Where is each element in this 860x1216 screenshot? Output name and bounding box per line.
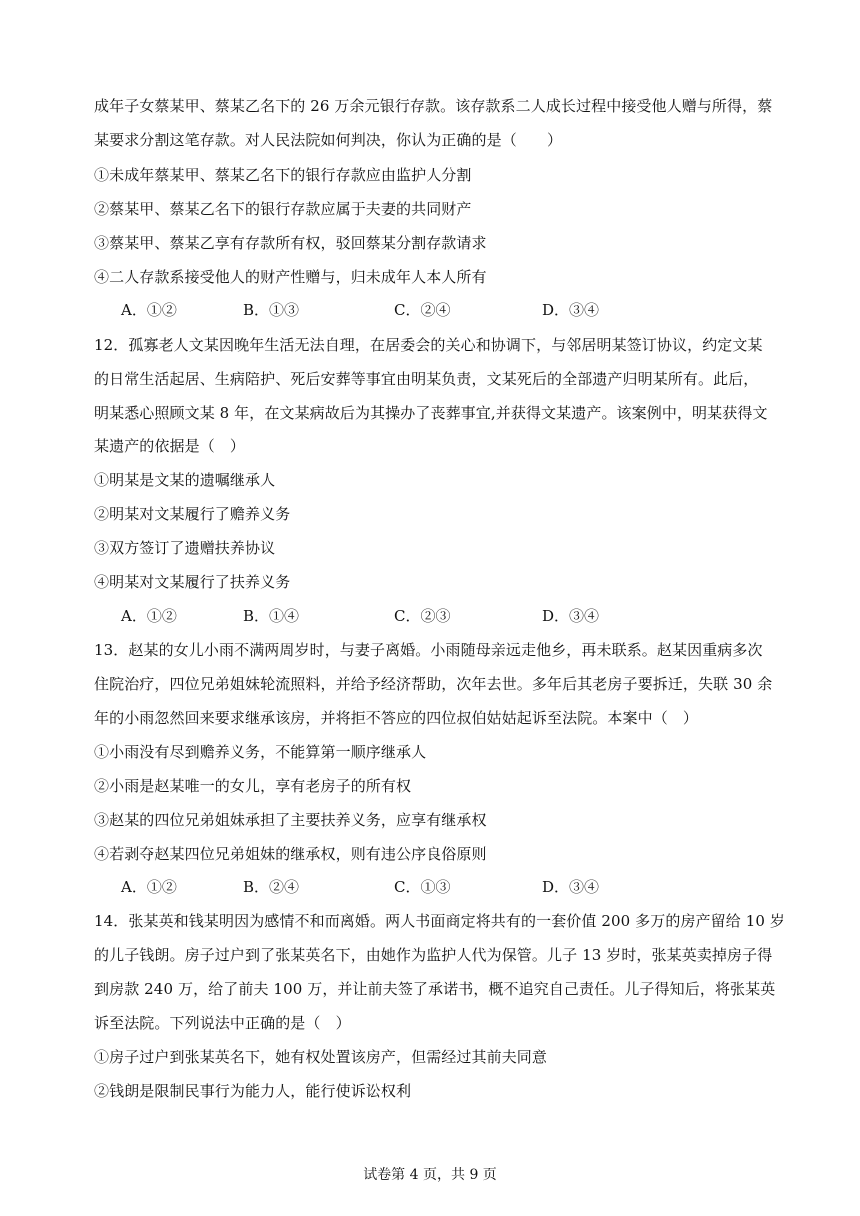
option-c: C．②④ — [394, 301, 451, 319]
statement-item: ①房子过户到张某英名下，她有权处置该房产，但需经过其前夫同意 — [94, 1048, 548, 1066]
statement-item: ①小雨没有尽到赡养义务，不能算第一顺序继承人 — [94, 743, 427, 761]
statement-item: ②蔡某甲、蔡某乙名下的银行存款应属于夫妻的共同财产 — [94, 200, 472, 218]
option-c: C．①③ — [394, 878, 451, 896]
statement-item: ②小雨是赵某唯一的女儿，享有老房子的所有权 — [94, 777, 412, 795]
question-text-line: 住院治疗，四位兄弟姐妹轮流照料，并给予经济帮助，次年去世。多年后其老房子要拆迁，失联 30 余 — [94, 675, 773, 693]
question-text-line: 的日常生活起居、生病陪护、死后安葬等事宜由明某负责，文某死后的全部遗产归明某所有。此后， — [94, 370, 759, 388]
statement-item: ③蔡某甲、蔡某乙享有存款所有权，驳回蔡某分割存款请求 — [94, 234, 487, 252]
question-text-line: 诉至法院。下列说法中正确的是（ ） — [94, 1014, 351, 1032]
option-d: D．③④ — [542, 301, 600, 319]
statement-item: ④二人存款系接受他人的财产性赠与，归未成年人本人所有 — [94, 268, 487, 286]
option-d: D．③④ — [542, 878, 600, 896]
statement-item: ③双方签订了遗赠扶养协议 — [94, 539, 276, 557]
question-text-line: 年的小雨忽然回来要求继承该房，并将拒不答应的四位叔伯姑姑起诉至法院。本案中（ ） — [94, 709, 699, 727]
question-text-line: 成年子女蔡某甲、蔡某乙名下的 26 万余元银行存款。该存款系二人成长过程中接受他人赠与所得，蔡 — [94, 97, 773, 115]
question-text-line: 某遗产的依据是（ ） — [94, 437, 246, 455]
option-a: A．①② — [121, 878, 177, 896]
option-d: D．③④ — [542, 607, 600, 625]
option-b: B．②④ — [243, 878, 300, 896]
option-b: B．①③ — [243, 301, 300, 319]
page-footer: 试卷第 4 页，共 9 页 — [363, 1167, 497, 1183]
statement-item: ②钱朗是限制民事行为能力人，能行使诉讼权利 — [94, 1082, 412, 1100]
option-c: C．②③ — [394, 607, 451, 625]
question-text-line: 14．张某英和钱某明因为感情不和而离婚。两人书面商定将共有的一套价值 200 多万的房产留给 10 岁 — [94, 912, 785, 930]
statement-item: ②明某对文某履行了赡养义务 — [94, 505, 291, 523]
statement-item: ①未成年蔡某甲、蔡某乙名下的银行存款应由监护人分割 — [94, 166, 472, 184]
statement-item: ④若剥夺赵某四位兄弟姐妹的继承权，则有违公序良俗原则 — [94, 845, 487, 863]
question-text-line: 的儿子钱朗。房子过户到了张某英名下，由她作为监护人代为保管。儿子 13 岁时，张某英卖掉房子得 — [94, 946, 773, 964]
question-text-line: 12．孤寡老人文某因晚年生活无法自理，在居委会的关心和协调下，与邻居明某签订协议，约定文某 — [94, 336, 763, 354]
statement-item: ①明某是文某的遗嘱继承人 — [94, 471, 276, 489]
option-a: A．①② — [121, 301, 177, 319]
question-text-line: 13．赵某的女儿小雨不满两周岁时，与妻子离婚。小雨随母亲远走他乡，再未联系。赵某因重病多次 — [94, 641, 763, 659]
statement-item: ③赵某的四位兄弟姐妹承担了主要扶养义务，应享有继承权 — [94, 811, 487, 829]
option-b: B．①④ — [243, 607, 300, 625]
option-a: A．①② — [121, 607, 177, 625]
question-text-line: 某要求分割这笔存款。对人民法院如何判决，你认为正确的是（ ） — [94, 131, 563, 149]
statement-item: ④明某对文某履行了扶养义务 — [94, 573, 291, 591]
question-text-line: 明某悉心照顾文某 8 年，在文某病故后为其操办了丧葬事宜,并获得文某遗产。该案例中，明某获得文 — [94, 404, 768, 422]
question-text-line: 到房款 240 万，给了前夫 100 万，并让前夫签了承诺书，概不追究自己责任。儿子得知后，将张某英 — [94, 980, 776, 998]
